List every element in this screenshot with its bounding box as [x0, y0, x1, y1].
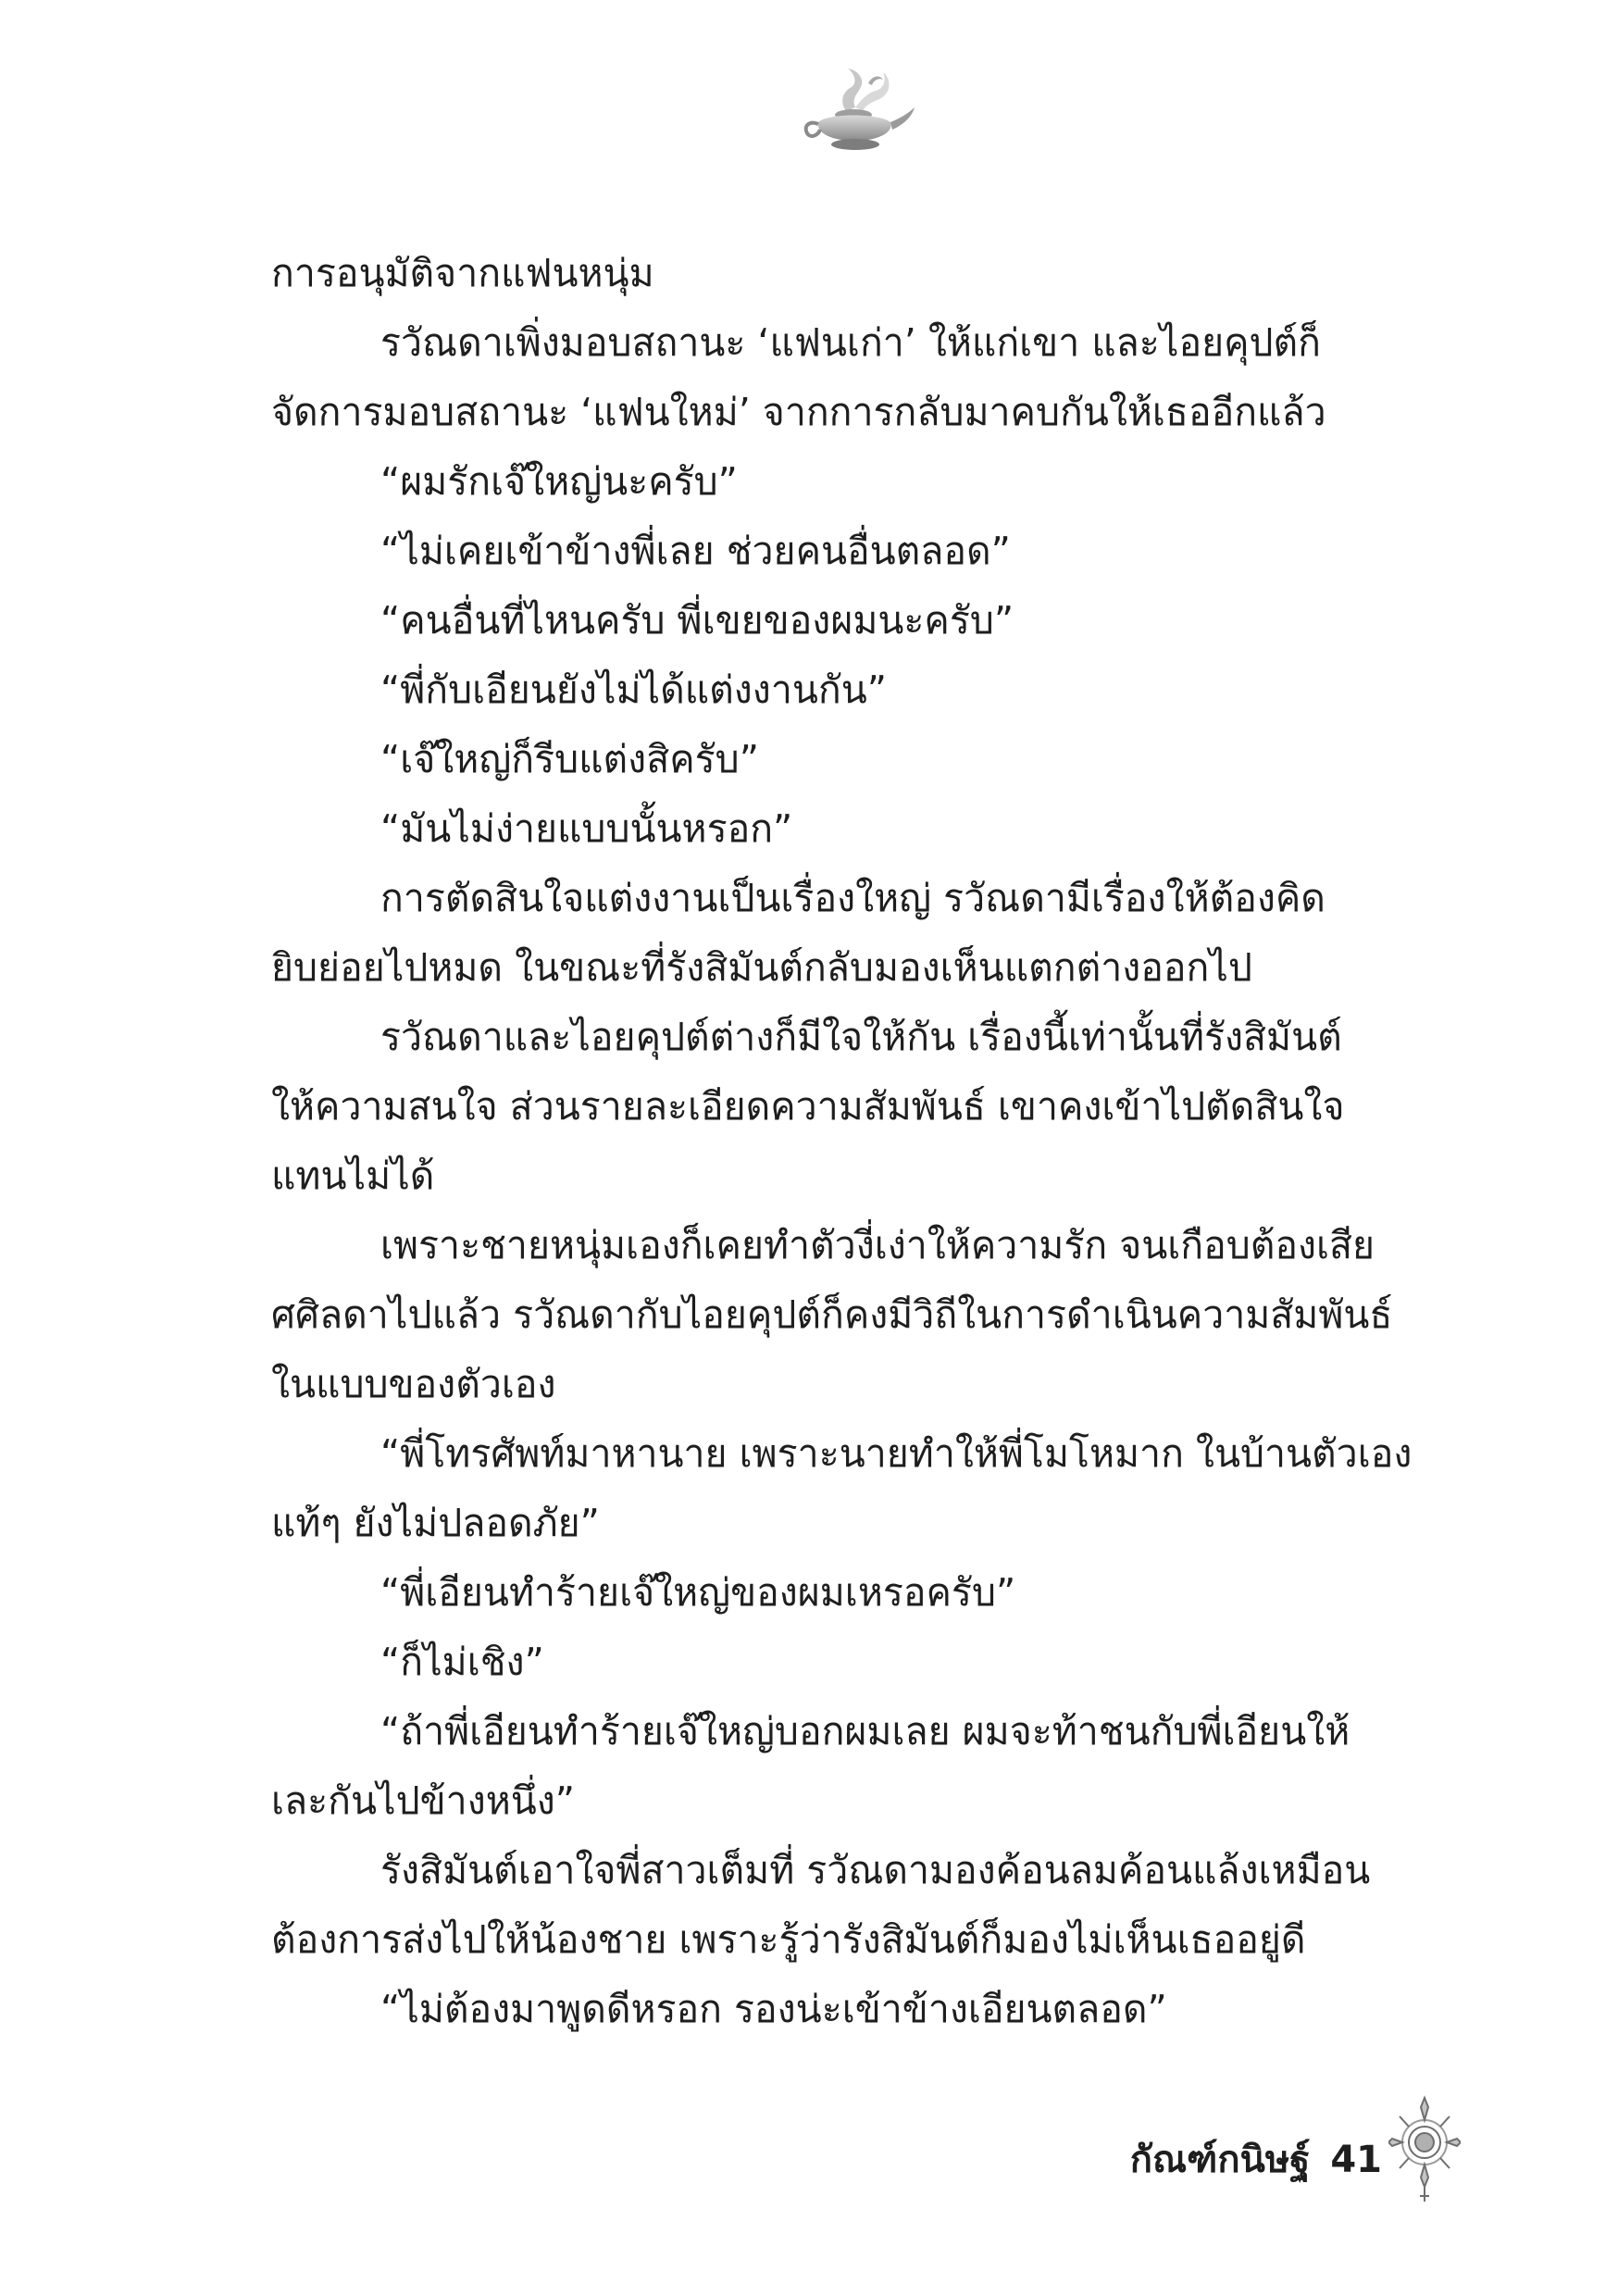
- text-line: “พี่โทรศัพท์มาหานาย เพราะนายทำให้พี่โมโหมาก ในบ้านตัวเอง: [380, 1431, 1413, 1476]
- text-line: การอนุมัติจากแฟนหนุ่ม: [271, 251, 654, 295]
- text-line: “พี่เอียนทำร้ายเจ๊ใหญ่ของผมเหรอครับ”: [380, 1570, 1016, 1615]
- text-line: ต้องการส่งไปให้น้องชาย เพราะรู้ว่ารังสิมันต์ก็มองไม่เห็นเธออยู่ดี: [271, 1917, 1306, 1962]
- page-footer: [1130, 2128, 1382, 2192]
- text-line: เพราะชายหนุ่มเองก็เคยทำตัวงี่เง่าให้ความรัก จนเกือบต้องเสีย: [380, 1223, 1375, 1267]
- body-text: [271, 239, 1465, 2044]
- text-line: “ถ้าพี่เอียนทำร้ายเจ๊ใหญ่บอกผมเลย ผมจะท้าชนกับพี่เอียนให้: [380, 1709, 1350, 1753]
- text-line: จัดการมอบสถานะ ‘แฟนใหม่’ จากการกลับมาคบกันให้เธออีกแล้ว: [271, 390, 1326, 434]
- lamp-with-smoke-icon: [790, 56, 920, 157]
- text-line: การตัดสินใจแต่งงานเป็นเรื่องใหญ่ รวัณดามีเรื่องให้ต้องคิด: [380, 876, 1326, 920]
- text-line: เละกันไปข้างหนึ่ง”: [271, 1778, 576, 1823]
- text-line: “ไม่ต้องมาพูดดีหรอก รองน่ะเข้าข้างเอียนตลอด”: [380, 1987, 1167, 2031]
- text-line: ในแบบของตัวเอง: [271, 1362, 556, 1406]
- page-number: 41: [1330, 2139, 1382, 2181]
- text-line: “พี่กับเอียนยังไม่ได้แต่งงานกัน”: [380, 668, 887, 712]
- text-line: รวัณดาเพิ่งมอบสถานะ ‘แฟนเก่า’ ให้แก่เขา และไอยคุปต์ก็: [380, 320, 1321, 365]
- text-line: “มันไม่ง่ายแบบนั้นหรอก”: [380, 806, 793, 851]
- text-line: “ไม่เคยเข้าข้างพี่เลย ช่วยคนอื่นตลอด”: [380, 529, 1011, 573]
- text-line: ให้ความสนใจ ส่วนรายละเอียดความสัมพันธ์ เขาคงเข้าไปตัดสินใจ: [271, 1084, 1345, 1129]
- text-line: แท้ๆ ยังไม่ปลอดภัย”: [271, 1501, 600, 1545]
- text-line: “เจ๊ใหญ่ก็รีบแต่งสิครับ”: [380, 737, 759, 781]
- flower-ornament-icon: [1388, 2094, 1461, 2203]
- text-line: รวัณดาและไอยคุปต์ต่างก็มีใจให้กัน เรื่องนี้เท่านั้นที่รังสิมันต์: [380, 1015, 1342, 1059]
- text-line: รังสิมันต์เอาใจพี่สาวเต็มที่ รวัณดามองค้อนลมค้อนแล้งเหมือน: [380, 1848, 1371, 1892]
- text-line: “คนอื่นที่ไหนครับ พี่เขยของผมนะครับ”: [380, 598, 1014, 643]
- text-line: “ก็ไม่เชิง”: [380, 1640, 544, 1684]
- text-line: ศศิลดาไปแล้ว รวัณดากับไอยคุปต์ก็คงมีวิถีในการดำเนินความสัมพันธ์: [271, 1292, 1393, 1337]
- author-name: กัณฑ์กนิษฐ์: [1129, 2139, 1311, 2181]
- text-line: ยิบย่อยไปหมด ในขณะที่รังสิมันต์กลับมองเห็นแตกต่างออกไป: [271, 945, 1252, 990]
- text-line: “ผมรักเจ๊ใหญ่นะครับ”: [380, 459, 738, 504]
- text-line: แทนไม่ได้: [271, 1154, 435, 1198]
